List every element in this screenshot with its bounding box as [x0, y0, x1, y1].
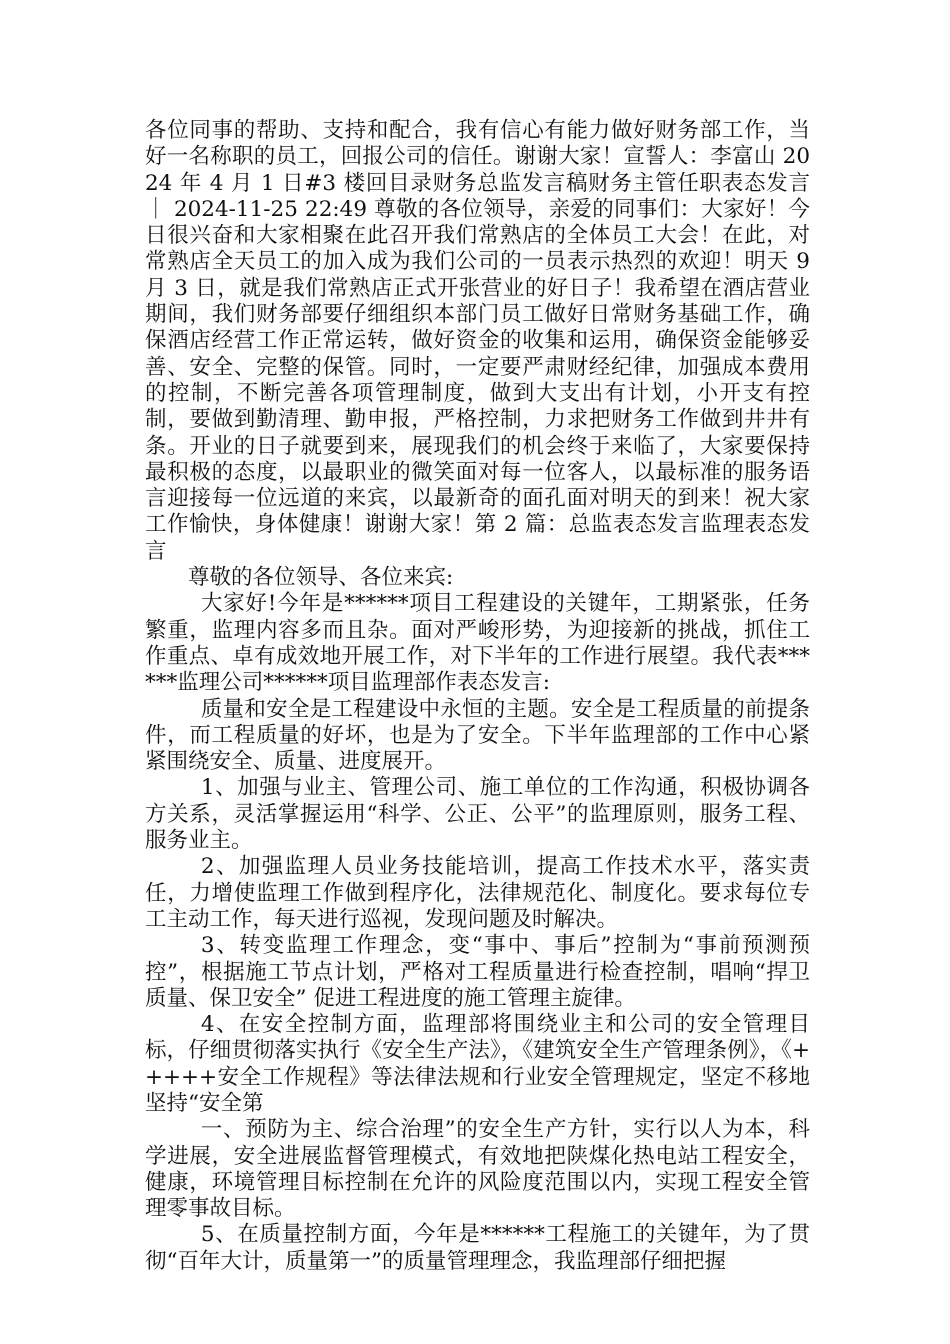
paragraph-item-3: 3、转变监理工作理念，变“事中、事后”控制为“事前预测预控”，根据施工节点计划，严格对工程质量进行检查控制，唱响“捍卫质量、保卫安全” 促进工程进度的施工管理主旋律。	[145, 933, 810, 1011]
paragraph-item-2: 2、加强监理人员业务技能培训，提高工作技术水平，落实责任，力增使监理工作做到程序化，法律规范化、制度化。要求每位专工主动工作，每天进行巡视，发现问题及时解决。	[145, 854, 810, 932]
paragraph-greeting: 大家好!今年是******项目工程建设的关键年，工期紧张，任务繁重，监理内容多而且杂。面对严峻形势，为迎接新的挑战，抓住工作重点、卓有成效地开展工作，对下半年的工作进行展望。我代表******监理公司******项目监理部作表态发言:	[145, 591, 810, 696]
paragraph-quality-safety: 质量和安全是工程建设中永恒的主题。安全是工程质量的前提条件，而工程质量的好坏，也是为了安全。下半年监理部的工作中心紧紧围绕安全、质量、进度展开。	[145, 696, 810, 775]
document-page	[145, 118, 810, 1275]
paragraph-item-5: 5、在质量控制方面，今年是******工程施工的关键年，为了贯彻“百年大计，质量第一”的质量管理理念，我监理部仔细把握	[145, 1222, 810, 1274]
paragraph-item-1: 1、加强与业主、管理公司、施工单位的工作沟通，积极协调各方关系，灵活掌握运用“科学、公正、公平”的监理原则，服务工程、服务业主。	[145, 775, 810, 854]
paragraph-salutation: 尊敬的各位领导、各位来宾:	[188, 565, 454, 591]
paragraph-safety-policy: 一、预防为主、综合治理”的安全生产方针，实行以人为本，科学进展，安全进展监督管理模式，有效地把陕煤化热电站工程安全，健康，环境管理目标控制在允许的风险度范围以内，实现工程安全管理零事故目标。	[145, 1117, 810, 1222]
paragraph-intro: 各位同事的帮助、支持和配合，我有信心有能力做好财务部工作，当好一名称职的员工，回报公司的信任。谢谢大家！宣誓人：李富山 2024 年 4 月 1 日#3 楼回目录财务总监发言稿财务主管任职表态发言 ｜ 2024-11-25 22:49 尊敬的各位领导，亲爱的同事们：大家好！今日很兴奋和大家相聚在此召开我们常熟店的全体员工大会！在此，对常熟店全天员工的加入成为我们公司的一员表示热烈的欢迎！明天 9 月 3 日，就是我们常熟店正式开张营业的好日子！我希望在酒店营业期间，我们财务部要仔细组织本部门员工做好日常财务基础工作，确保酒店经营工作正常运转，做好资金的收集和运用，确保资金能够妥善、安全、完整的保管。同时，一定要严肃财经纪律，加强成本费用的控制，不断完善各项管理制度，做到大支出有计划，小开支有控制，要做到勤清理、勤申报，严格控制，力求把财务工作做到井井有条。开业的日子就要到来，展现我们的机会终于来临了，大家要保持最积极的态度，以最职业的微笑面对每一位客人，以最标准的服务语言迎接每一位远道的来宾，以最新奇的面孔面对明天的到来！祝大家工作愉快，身体健康！谢谢大家！第 2 篇：总监表态发言监理表态发言	[145, 118, 810, 564]
paragraph-item-4: 4、在安全控制方面，监理部将围绕业主和公司的安全管理目标，仔细贯彻落实执行《安全生产法》，《建筑安全生产管理条例》，《+++++安全工作规程》等法律法规和行业安全管理规定，坚定不移地坚持“安全第	[145, 1012, 810, 1116]
